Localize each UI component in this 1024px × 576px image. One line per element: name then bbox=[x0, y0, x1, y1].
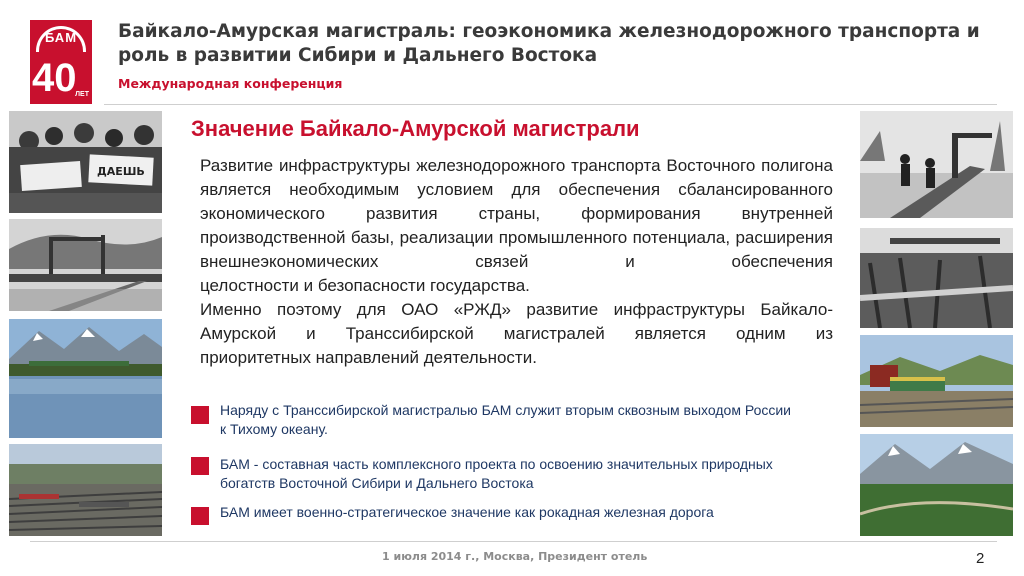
bullet-marker bbox=[191, 507, 209, 525]
footer-divider bbox=[30, 541, 997, 542]
photo-rail-yard bbox=[9, 444, 162, 536]
logo-text: БАМ bbox=[44, 30, 78, 45]
page-title: Байкало-Амурская магистраль: геоэкономика железнодорожного транспорта и роль в развитии Сибири и Дальнего Востока bbox=[118, 21, 980, 66]
photo-construction-site bbox=[860, 228, 1013, 328]
footer-event: 1 июля 2014 г., Москва, Президент отель bbox=[382, 550, 648, 563]
page-number: 2 bbox=[976, 550, 985, 567]
photo-mountain-valley bbox=[860, 434, 1013, 536]
paragraph-infrastructure: Развитие инфраструктуры железнодорожного транспорта Восточного полигона является необходимым условием для обеспечения сбалансированного экономического развития страны, формирования внутренней производственной базы, реализации промышленного потенциала, расширения внешнеэкономических связей и обеспечения bbox=[200, 156, 833, 271]
photo-train-bridge bbox=[860, 335, 1013, 427]
paragraph-infrastructure-end: целостности и безопасности государства. bbox=[200, 276, 530, 295]
photo-track-workers bbox=[860, 111, 1013, 218]
photo-demonstration bbox=[9, 111, 162, 213]
bullet-marker bbox=[191, 406, 209, 424]
photo-lake-mountains bbox=[9, 319, 162, 438]
bam-40-logo bbox=[30, 20, 92, 104]
slide-headline: Значение Байкало-Амурской магистрали bbox=[191, 116, 640, 141]
header-divider bbox=[104, 104, 997, 105]
poster-text: ДАЕШЬ bbox=[97, 165, 145, 178]
logo-years: ЛЕТ bbox=[75, 91, 89, 98]
paragraph-rzd-end: приоритетных направлений деятельности. bbox=[200, 348, 537, 367]
paragraph-rzd: Именно поэтому для ОАО «РЖД» развитие инфраструктуры Байкало-Амурской и Транссибирской магистралей является одним из bbox=[200, 300, 833, 343]
bullet-text: БАМ имеет военно-стратегическое значение как рокадная железная дорога bbox=[220, 504, 714, 520]
photo-bridge bbox=[9, 219, 162, 311]
bullet-text: Наряду с Транссибирской магистралью БАМ служит вторым сквозным выходом России к Тихому океану. bbox=[220, 402, 791, 437]
bullet-marker bbox=[191, 457, 209, 475]
bullet-text: БАМ - составная часть комплексного проекта по освоению значительных природных богатств Восточной Сибири и Дальнего Востока bbox=[220, 456, 773, 491]
logo-number: 40 bbox=[32, 56, 77, 100]
conference-subtitle: Международная конференция bbox=[118, 76, 343, 91]
